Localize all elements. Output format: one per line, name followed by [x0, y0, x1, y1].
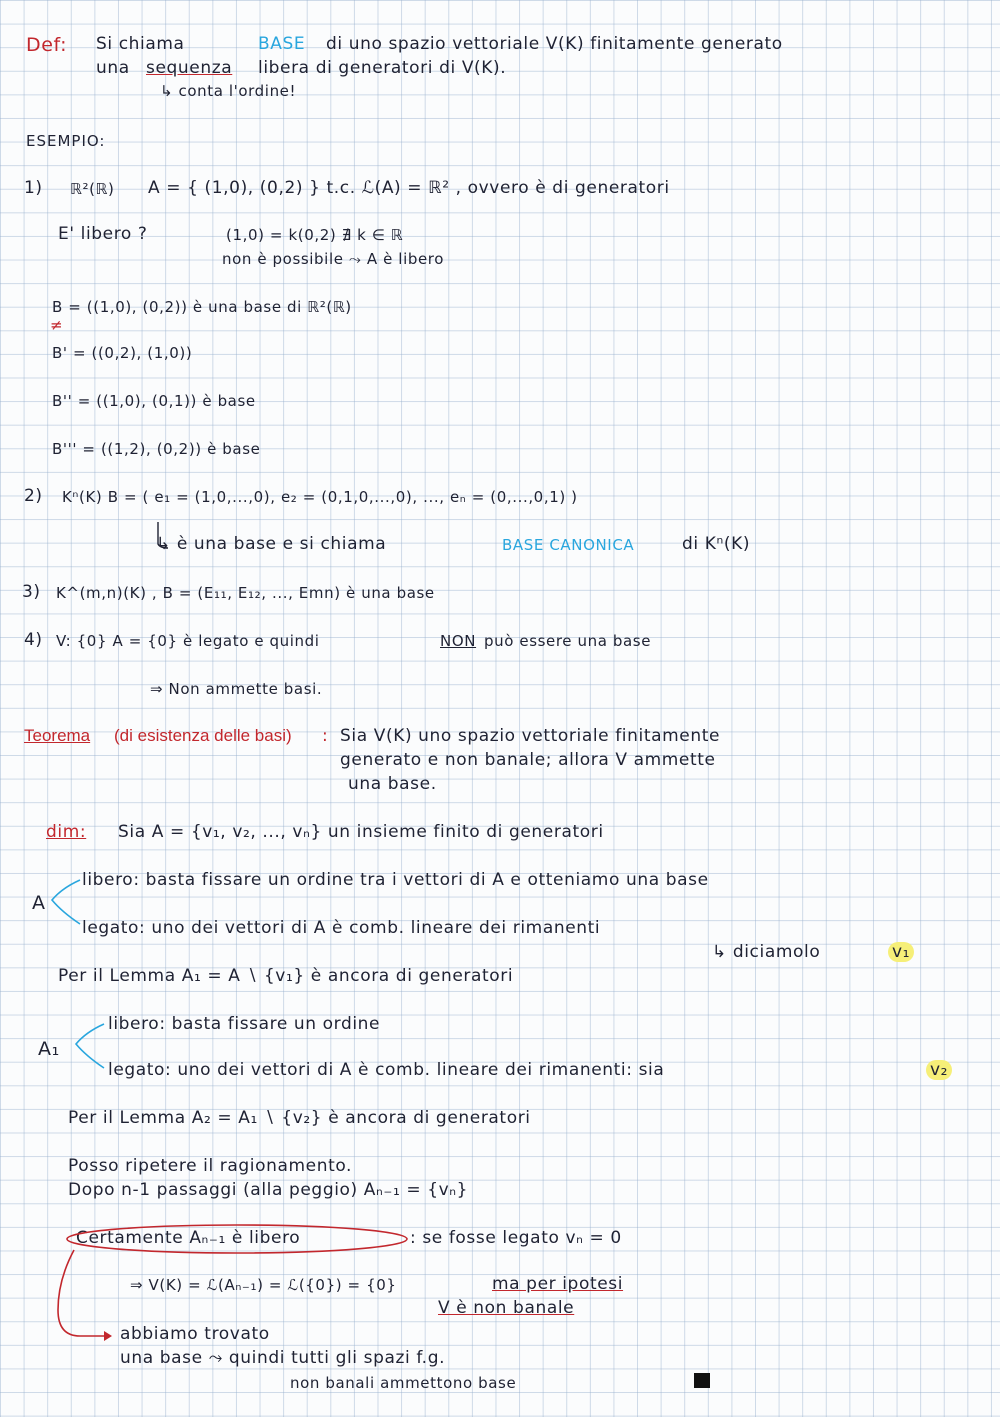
implication-ipotesi: ma per ipotesi: [492, 1274, 624, 1294]
branch-A1-label: A₁: [38, 1038, 60, 1060]
abbiamo-trovato: abbiamo trovato: [120, 1324, 270, 1344]
ex1-basis-b3: B''' = ((1,2), (0,2)) è base: [52, 440, 261, 458]
dim-label: dim:: [46, 822, 87, 842]
ex1-basis-b: B = ((1,0), (0,2)) è una base di ℝ²(ℝ): [52, 298, 352, 316]
repeat-line1: Posso ripetere il ragionamento.: [68, 1156, 353, 1176]
ex4-non: NON: [440, 632, 477, 650]
def-line1-end: di uno spazio vettoriale V(K) finitamente generato: [326, 34, 783, 54]
def-base-keyword: BASE: [258, 34, 306, 54]
ex1-conclusion: non è possibile ⤳ A è libero: [222, 250, 444, 268]
ex3-number: 3): [22, 582, 41, 602]
theorem-line3: una base.: [348, 774, 437, 794]
ex4-line-end: può essere una base: [484, 632, 652, 650]
branch-A1-libero: libero: basta fissare un ordine: [108, 1014, 381, 1034]
theorem-label: Teorema: [24, 726, 91, 745]
theorem-colon: :: [322, 726, 329, 746]
lemma-line2: Per il Lemma A₂ = A₁ ∖ {v₂} è ancora di generatori: [68, 1108, 531, 1128]
ex4-number: 4): [24, 630, 43, 650]
ex1-basis-b2: B'' = ((1,0), (0,1)) è base: [52, 392, 256, 410]
branch-A-bracket-icon: [52, 880, 80, 924]
ex3-line: K^(m,n)(K) , B = (E₁₁, E₁₂, ..., Emn) è una base: [56, 584, 435, 602]
certamente-boxed: Certamente Aₙ₋₁ è libero: [76, 1228, 301, 1248]
proof-arrow-icon: [58, 1250, 110, 1336]
ex1-space: ℝ²(ℝ): [70, 180, 115, 198]
diciamolo-note: ↳ diciamolo: [712, 942, 821, 962]
ex2-line: Kⁿ(K) B = ( e₁ = (1,0,...,0), e₂ = (0,1,0,...,0), ..., eₙ = (0,...,0,1) ): [62, 488, 578, 506]
ex1-question: E' libero ?: [58, 224, 148, 244]
branch-A-libero: libero: basta fissare un ordine tra i vettori di A e otteniamo una base: [82, 870, 709, 890]
qed-square-icon: [694, 1373, 710, 1388]
def-line2-end: libera di generatori di V(K).: [258, 58, 507, 78]
def-line2-start: una: [96, 58, 130, 78]
implication-non-banale: V è non banale: [438, 1298, 575, 1318]
v1-highlight: v₁: [888, 942, 914, 962]
theorem-line1: Sia V(K) uno spazio vettoriale finitamente: [340, 726, 721, 746]
not-equal-mark: ≠: [50, 316, 64, 334]
ex4-line-start: V: {0} A = {0} è legato e quindi: [56, 632, 320, 650]
ex2-sub-end: di Kⁿ(K): [682, 534, 751, 554]
ex2-number: 2): [24, 486, 43, 506]
lemma-line1: Per il Lemma A₁ = A ∖ {v₁} è ancora di generatori: [58, 966, 514, 986]
ex2-sub-start: ↳ è una base e si chiama: [156, 534, 387, 554]
branch-A1-legato: legato: uno dei vettori di A è comb. lineare dei rimanenti: sia: [108, 1060, 665, 1080]
theorem-title: (di esistenza delle basi): [114, 726, 292, 745]
certamente-tail: : se fosse legato vₙ = 0: [410, 1228, 622, 1248]
dim-line1: Sia A = {v₁, v₂, ..., vₙ} un insieme finito di generatori: [118, 822, 604, 842]
implication-start: ⇒ V(K) = ℒ(Aₙ₋₁) = ℒ({0}) = {0}: [130, 1276, 397, 1294]
def-sequenza: sequenza: [146, 58, 233, 78]
una-base-line: una base ⤳ quindi tutti gli spazi f.g.: [120, 1348, 446, 1368]
def-note: ↳ conta l'ordine!: [160, 82, 297, 100]
base-canonica-keyword: BASE CANONICA: [502, 536, 635, 554]
ex4-conclusion: ⇒ Non ammette basi.: [150, 680, 323, 698]
ex1-number: 1): [24, 178, 43, 198]
non-banali-line: non banali ammettono base: [290, 1374, 517, 1392]
branch-A-label: A: [32, 892, 46, 914]
ex1-set: A = { (1,0), (0,2) } t.c. ℒ(A) = ℝ² , ovvero è di generatori: [148, 178, 670, 198]
theorem-line2: generato e non banale; allora V ammette: [340, 750, 716, 770]
ex1-equation: (1,0) = k(0,2) ∄ k ∈ ℝ: [226, 226, 404, 244]
v2-highlight: v₂: [926, 1060, 952, 1080]
def-label: Def:: [26, 34, 68, 56]
repeat-line2: Dopo n-1 passaggi (alla peggio) Aₙ₋₁ = {vₙ}: [68, 1180, 469, 1200]
branch-A1-bracket-icon: [76, 1024, 104, 1068]
branch-A-legato: legato: uno dei vettori di A è comb. lineare dei rimanenti: [82, 918, 601, 938]
esempio-heading: ESEMPIO:: [26, 132, 106, 150]
ex1-basis-b1: B' = ((0,2), (1,0)): [52, 344, 193, 362]
def-line1-start: Si chiama: [96, 34, 185, 54]
